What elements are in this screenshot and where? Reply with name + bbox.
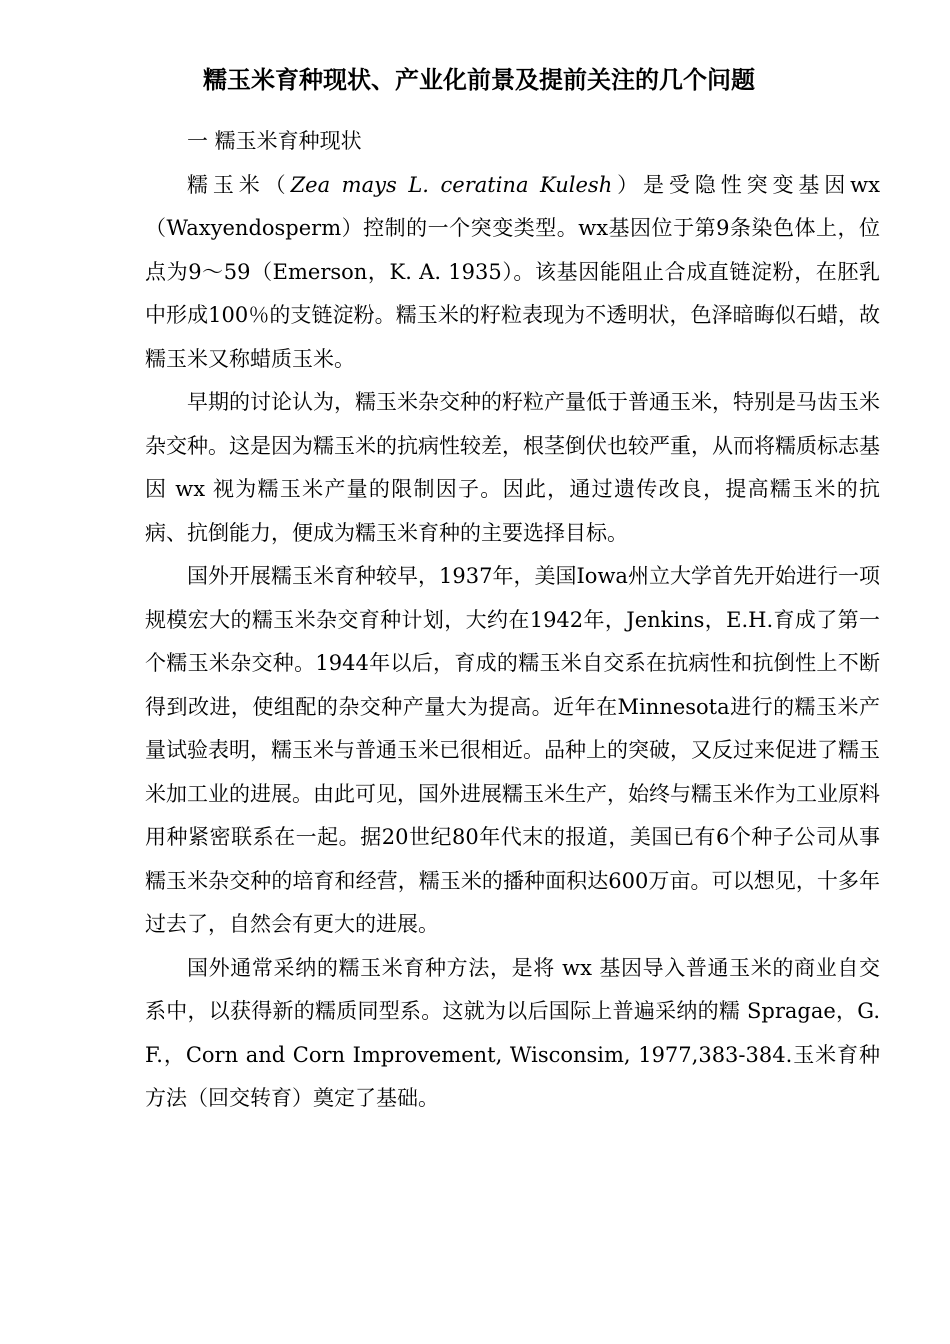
- paragraph-3: 国外开展糯玉米育种较早，1937年，美国Iowa州立大学首先开始进行一项规模宏大的糯玉米杂交育种计划，大约在1942年，Jenkins，E.H.育成了第一个糯玉米杂交种。1944年以后，育成的糯玉米自交系在抗病性和抗倒性上不断得到改进，使组配的杂交种产量大为提高。近年在Minnesota进行的糯玉米产量试验表明，糯玉米与普通玉米已很相近。品种上的突破，又反过来促进了糯玉米加工业的进展。由此可见，国外进展糯玉米生产，始终与糯玉米作为工业原料用种紧密联系在一起。据20世纪80年代末的报道，美国已有6个种子公司从事糯玉米杂交种的培育和经营，糯玉米的播种面积达600万亩。可以想见，十多年过去了，自然会有更大的进展。: [145, 564, 880, 936]
- section-heading: 一 糯玉米育种现状: [187, 129, 362, 153]
- paragraph-1-lead: 糯玉米（: [187, 172, 291, 197]
- paragraph-4: 国外通常采纳的糯玉米育种方法，是将 wx 基因导入普通玉米的商业自交系中，以获得新的糯质同型系。这就为以后国际上普遍采纳的糯 Spragae，G. F.，Corn and Corn Improvement, Wisconsim, 1977,383-384.玉米育种方法（回交转育）奠定了基础。: [145, 955, 880, 1110]
- latin-name: Zea mays L. ceratina Kulesh: [290, 172, 613, 197]
- document-title: 糯玉米育种现状、产业化前景及提前关注的几个问题: [203, 66, 755, 94]
- paragraph-1-rest: ）是受隐性突变基因wx（Waxyendosperm）控制的一个突变类型。wx基因位于第9条染色体上，位点为9～59（Emerson，K. A. 1935）。该基因能阻止合成直链淀粉，在胚乳中形成100％的支链淀粉。糯玉米的籽粒表现为不透明状，色泽暗晦似石蜡，故糯玉米又称蜡质玉米。: [145, 172, 880, 371]
- document-body: [145, 120, 880, 1121]
- paragraph-2: 早期的讨论认为，糯玉米杂交种的籽粒产量低于普通玉米，特别是马齿玉米杂交种。这是因为糯玉米的抗病性较差，根茎倒伏也较严重，从而将糯质标志基因 wx 视为糯玉米产量的限制因子。因此，通过遗传改良，提高糯玉米的抗病、抗倒能力，便成为糯玉米育种的主要选择目标。: [145, 390, 880, 545]
- paragraph-1: [145, 164, 880, 382]
